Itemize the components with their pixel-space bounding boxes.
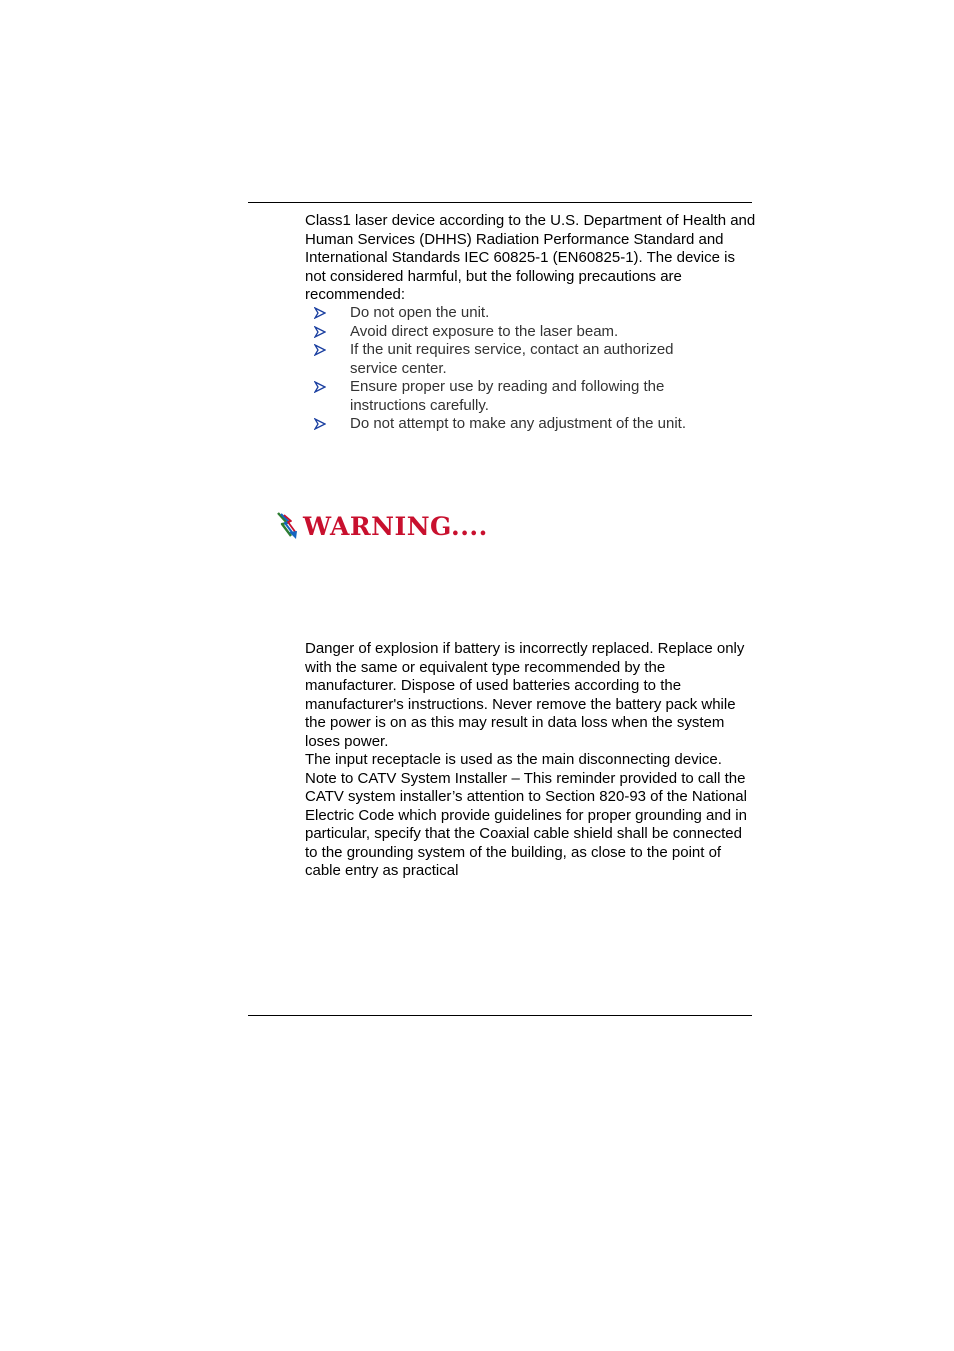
warning-label: WARNING.... — [303, 511, 488, 541]
warning-heading — [275, 508, 488, 544]
arrowhead-bullet-icon — [314, 418, 326, 430]
precaution-text: Do not open the unit. — [350, 304, 490, 321]
laser-intro-paragraph: Class1 laser device according to the U.S. Department of Health and Human Services (DHHS) Radiation Performance Standard and International Standards IEC 60825-1 (EN60825-1). The device is not considered harmful, but the following precautions are recommended: — [305, 212, 756, 303]
list-item — [305, 378, 757, 415]
arrowhead-bullet-icon — [314, 381, 326, 393]
precaution-text: Ensure proper use by reading and following the instructions carefully. — [350, 378, 665, 414]
warning-body — [305, 640, 757, 881]
footer-rule — [248, 1015, 752, 1016]
battery-warning-paragraph: Danger of explosion if battery is incorrectly replaced. Replace only with the same or equivalent type recommended by the manufacturer. Dispose of used batteries according to the manufacturer's instructions. Never remove the battery pack while the power is on as this may result in data loss when the system loses power. — [305, 640, 745, 750]
list-item — [305, 415, 757, 434]
precautions-list — [305, 304, 757, 434]
arrowhead-bullet-icon — [314, 326, 326, 338]
arrowhead-bullet-icon — [314, 307, 326, 319]
catv-note-paragraph: Note to CATV System Installer – This reminder provided to call the CATV system installer’s attention to Section 820-93 of the National Electric Code which provide guidelines for proper grounding and in particular, specify that the Coaxial cable shield shall be connected to the grounding system of the building, as close to the point of cable entry as practical — [305, 769, 747, 879]
receptacle-paragraph: The input receptacle is used as the main disconnecting device. — [305, 751, 722, 768]
list-item — [305, 341, 757, 378]
list-item — [305, 323, 757, 342]
header-rule — [248, 202, 752, 203]
precaution-text: If the unit requires service, contact an authorized service center. — [350, 341, 674, 377]
list-item — [305, 304, 757, 323]
precaution-text: Do not attempt to make any adjustment of the unit. — [350, 415, 687, 432]
arrow-burst-icon — [275, 511, 299, 541]
precaution-text: Avoid direct exposure to the laser beam. — [350, 322, 619, 340]
arrowhead-bullet-icon — [314, 344, 326, 356]
